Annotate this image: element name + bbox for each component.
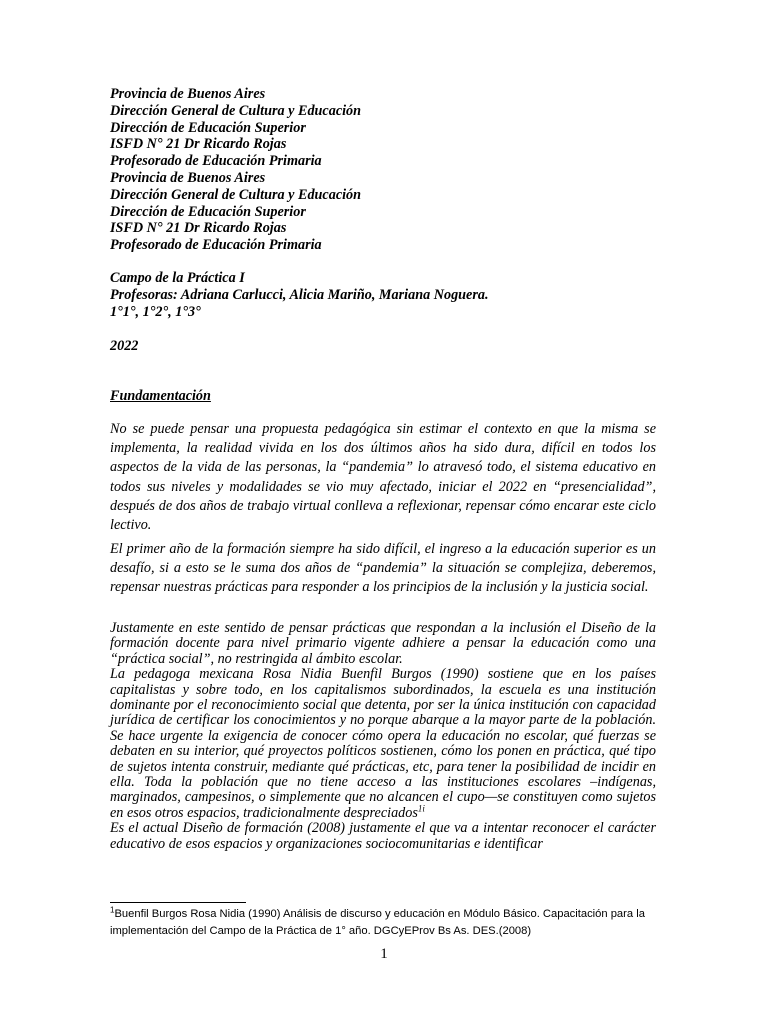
paragraph-4 (110, 667, 656, 821)
paragraph-text: Justamente en este sentido de pensar prácticas que respondan a la inclusión el Diseño de la formación docente para nivel primario vigente adhiere a pensar la educación como una “práctica social”, no restringida al ámbito escolar. (110, 620, 656, 667)
course-groups: 1°1°, 1°2°, 1°3° (110, 303, 201, 320)
header-line: ISFD N° 21 Dr Ricardo Rojas (110, 220, 287, 237)
footnote-reference[interactable]: 1i (417, 803, 425, 814)
section-title: Fundamentación (110, 388, 211, 404)
header-line: Dirección General de Cultura y Educación (110, 186, 362, 203)
header-line: Dirección de Educación Superior (110, 119, 306, 136)
footnote-text: Buenfil Burgos Rosa Nidia (1990) Análisis de discurso y educación en Módulo Básico. Capacitación para la implementación del Campo de la Práctica de 1° año. DGCyEProv Bs As. DES.(2008) (110, 908, 645, 937)
paragraph-text: Es el actual Diseño de formación (2008) justamente el que va a intentar reconocer el carácter educativo de esos espacios y organizaciones sociocomunitarias e identificar (110, 820, 656, 852)
header-line: Profesorado de Educación Primaria (110, 153, 322, 170)
header-line: Dirección General de Cultura y Educación (110, 102, 362, 119)
page-number: 1 (380, 946, 388, 962)
paragraph-2 (110, 540, 656, 598)
paragraph-text: La pedagoga mexicana Rosa Nidia Buenfil Burgos (1990) sostiene que en los países capitalistas y sobre todo, en los capitalismos subordinados, la escuela es una institución dominante por el reconocimiento social que detenta, por ser la única institución con capacidad jurídica de certificar los conocimientos y no porque abarque a la mayor parte de la población. Se hace urgente la exigencia de conocer cómo opera la educación no escolar, qué fuerzas se debaten en su interior, qué proyectos políticos sostienen, cómo los ponen en práctica, qué tipo de sujetos intenta construir, mediante qué prácticas, etc, para tener la posibilidad de incidir en ella. Toda la población que no tiene acceso a las instituciones escolares –indígenas, marginados, campesinos, o simplemente que no alcancen el cupo—se constituyen como sujetos en esos otros espacios, tradicionalmente despreciados (110, 666, 656, 821)
footnote-separator (110, 902, 246, 903)
course-year: 2022 (110, 338, 139, 354)
course-title: Campo de la Práctica I (110, 270, 245, 286)
header-line: Dirección de Educación Superior (110, 203, 306, 220)
course-info (110, 270, 670, 320)
paragraph-text: No se puede pensar una propuesta pedagógica sin estimar el contexto en que la misma se implementa, la realidad vivida en los dos últimos años ha sido dura, difícil en todos los aspectos de la vida de las personas, la “pandemia” lo atravesó todo, el sistema educativo en todos sus niveles y modalidades se vio muy afectado, iniciar el 2022 en “presencialidad”, después de dos años de trabajo virtual conlleva a reflexionar, repensar cómo encarar este ciclo lectivo. (110, 421, 656, 534)
paragraph-text: El primer año de la formación siempre ha sido difícil, el ingreso a la educación superior es un desafío, si a esto se le suma dos años de “pandemia” la situación se complejiza, deberemos, repensar nuestras prácticas para responder a los principios de la inclusión y la justicia social. (110, 541, 656, 596)
paragraph-1 (110, 420, 656, 535)
paragraph-3 (110, 621, 656, 852)
header-line: ISFD N° 21 Dr Ricardo Rojas (110, 136, 287, 153)
institution-header (110, 86, 670, 254)
header-line: Provincia de Buenos Aires (110, 169, 266, 186)
header-line: Provincia de Buenos Aires (110, 86, 266, 102)
course-teachers: Profesoras: Adriana Carlucci, Alicia Mariño, Mariana Noguera. (110, 286, 489, 303)
footnote-marker: 1 (110, 905, 115, 915)
header-line: Profesorado de Educación Primaria (110, 237, 322, 254)
footnote (110, 906, 666, 940)
